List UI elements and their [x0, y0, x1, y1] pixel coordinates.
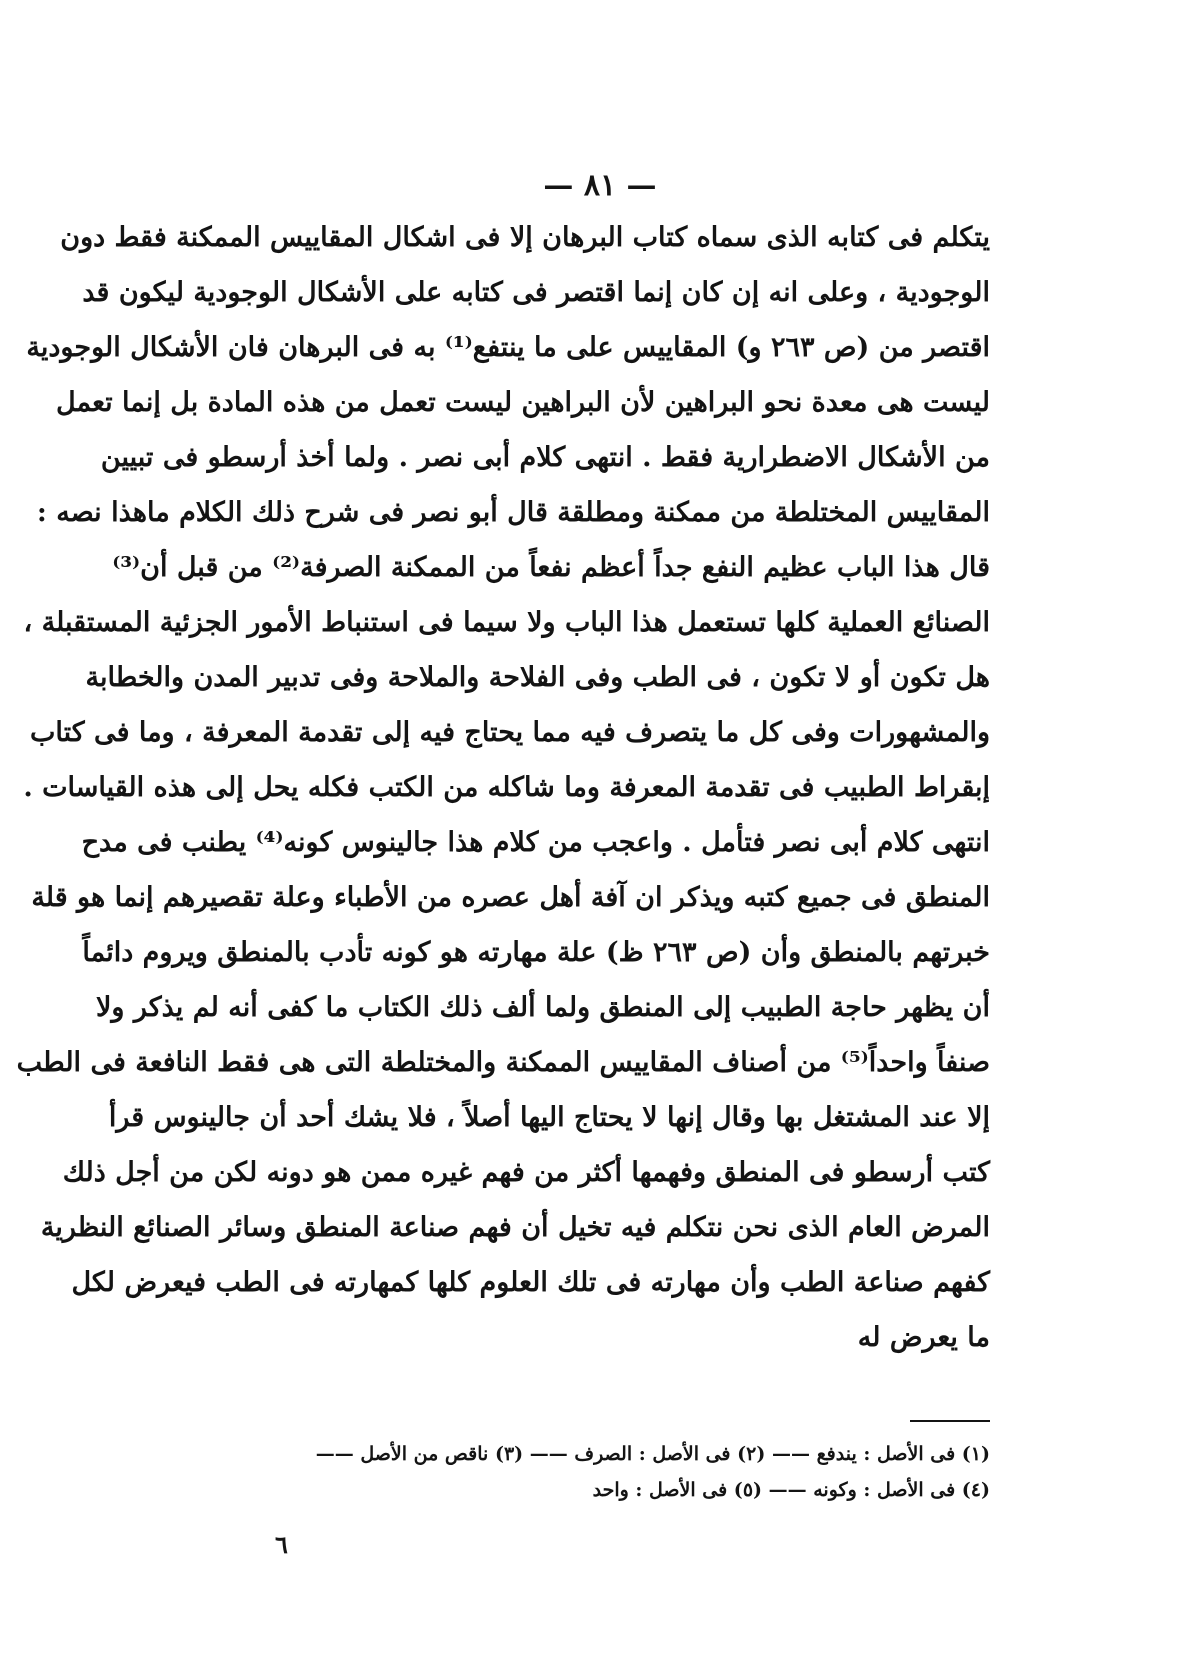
- text-line: قال هذا الباب عظيم النفع جداً أعظم نفعاً من الممكنة الصرفة⁽²⁾ من قبل أن⁽³⁾: [112, 552, 990, 583]
- text-line: الوجودية ، وعلى انه إن كان إنما اقتصر فى كتابه على الأشكال الوجودية ليكون قد: [82, 277, 990, 308]
- signature-mark: ٦: [275, 1530, 288, 1559]
- text-line: هل تكون أو لا تكون ، فى الطب وفى الفلاحة والملاحة وفى تدبير المدن والخطابة: [85, 662, 990, 693]
- page-number: — ٨١ —: [543, 168, 657, 203]
- text-line: المنطق فى جميع كتبه ويذكر ان آفة أهل عصره من الأطباء وعلة تقصيرهم إنما هو قلة: [31, 882, 990, 913]
- text-line: اقتصر من (ص ٢٦٣ و) المقاييس على ما ينتفع⁽¹⁾ به فى البرهان فان الأشكال الوجودية: [26, 332, 990, 363]
- text-line: إلا عند المشتغل بها وقال إنها لا يحتاج اليها أصلاً ، فلا يشك أحد أن جالينوس قرأ: [108, 1102, 990, 1133]
- text-line: ليست هى معدة نحو البراهين لأن البراهين ليست تعمل من هذه المادة بل إنما تعمل: [56, 387, 990, 418]
- text-line: كفهم صناعة الطب وأن مهارته فى تلك العلوم كلها كمهارته فى الطب فيعرض لكل: [71, 1267, 990, 1298]
- text-line: صنفاً واحداً⁽⁵⁾ من أصناف المقاييس الممكنة والمختلطة التى هى فقط النافعة فى الطب: [16, 1047, 990, 1078]
- text-line: خبرتهم بالمنطق وأن (ص ٢٦٣ ظ) علة مهارته هو كونه تأدب بالمنطق ويروم دائماً: [82, 937, 990, 968]
- footnotes: [215, 1436, 990, 1508]
- text-line: من الأشكال الاضطرارية فقط . انتهى كلام أبى نصر . ولما أخذ أرسطو فى تبيين: [100, 442, 990, 473]
- text-line: ما يعرض له: [857, 1322, 990, 1353]
- text-line: انتهى كلام أبى نصر فتأمل . واعجب من كلام هذا جالينوس كونه⁽⁴⁾ يطنب فى مدح: [81, 827, 990, 858]
- text-line: المرض العام الذى نحن نتكلم فيه تخيل أن فهم صناعة المنطق وسائر الصنائع النظرية: [40, 1212, 990, 1243]
- text-line: كتب أرسطو فى المنطق وفهمها أكثر من فهم غيره ممن هو دونه لكن من أجل ذلك: [62, 1157, 990, 1188]
- text-line: المقاييس المختلطة من ممكنة ومطلقة قال أبو نصر فى شرح ذلك الكلام ماهذا نصه :: [36, 497, 990, 528]
- main-text: [16, 210, 990, 1365]
- footnote-line: (١) فى الأصل : يندفع —— (٢) فى الأصل : الصرف —— (٣) ناقص من الأصل ——: [315, 1443, 990, 1465]
- text-line: إبقراط الطبيب فى تقدمة المعرفة وما شاكله من الكتب فكله يحل إلى هذه القياسات .: [23, 772, 990, 803]
- footnote-line: (٤) فى الأصل : وكونه —— (٥) فى الأصل : واحد: [592, 1479, 990, 1501]
- text-line: والمشهورات وفى كل ما يتصرف فيه مما يحتاج فيه إلى تقدمة المعرفة ، وما فى كتاب: [30, 717, 990, 748]
- footnote-divider: [910, 1420, 990, 1422]
- text-line: يتكلم فى كتابه الذى سماه كتاب البرهان إلا فى اشكال المقاييس الممكنة فقط دون: [60, 222, 990, 253]
- text-line: أن يظهر حاجة الطبيب إلى المنطق ولما ألف ذلك الكتاب ما كفى أنه لم يذكر ولا: [96, 992, 990, 1023]
- text-line: الصنائع العملية كلها تستعمل هذا الباب ولا سيما فى استنباط الأمور الجزئية المستقبلة ،: [23, 607, 990, 638]
